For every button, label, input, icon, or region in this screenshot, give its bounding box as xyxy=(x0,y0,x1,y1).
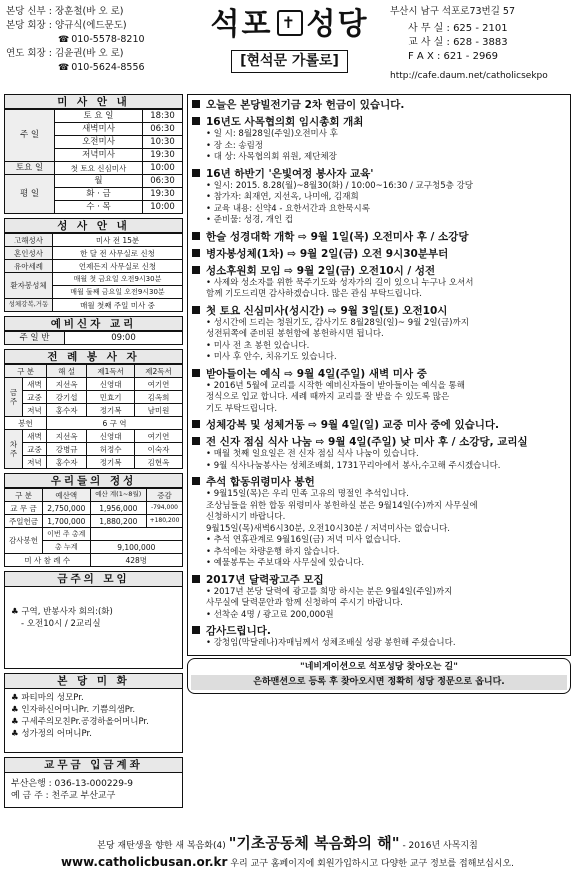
table-row: 혼인성사 한 달 전 사무실로 신청 xyxy=(5,247,183,260)
news-detail: • 추석 연휴관계로 9월16일(금) 저녁 미사 없습니다. xyxy=(206,535,401,545)
news-title: 받아들이는 예식 ⇨ 9월 4일(주일) 새벽 미사 중 xyxy=(192,367,564,381)
table-row: 오전미사 10:30 xyxy=(5,136,183,149)
table-row: 토요 일 첫 토요 신심미사 10:00 xyxy=(5,162,183,175)
square-bullet-icon xyxy=(192,249,200,257)
news-list xyxy=(187,94,571,656)
news-detail: • 준비물: 성경, 개인 컵 xyxy=(206,215,294,225)
pastoral-motto: 본당 재탄생을 향한 새 복음화(4) "기초공동체 복음화의 해" - 2016년 사목지침 xyxy=(97,834,478,852)
bulletin-header xyxy=(0,0,575,92)
table-row: 매월 둘째 금요일 오전9시30분 xyxy=(5,286,183,299)
news-detail: • 성시간에 드리는 청원기도, 감사기도 8월28일(일)~ 9월 2일(금)까지 xyxy=(206,317,469,328)
news-detail: • 선착순 4명 / 광고료 200,000원 xyxy=(206,609,334,620)
news-title: 한슬 성경대학 개학 ⇨ 9월 1일(목) 오전미사 후 / 소강당 xyxy=(192,230,564,244)
news-detail: 9월15일(목)새벽6시30분, 오전10시30분 / 저녁미사는 없습니다. xyxy=(206,523,451,534)
news-detail: • 대 상: 사목협의회 위원, 제단체장 xyxy=(206,152,337,162)
table-row: 봉헌 6 구 역 xyxy=(5,417,183,430)
table-row: 주일헌금 1,700,000 1,880,200 +180,200 xyxy=(5,515,183,528)
news-detail: • 매월 첫째 일요일은 전 신자 점심 식사 나눔이 있습니다. xyxy=(206,449,419,459)
right-column xyxy=(187,94,571,694)
account-holder: 예 금 주 : 천주교 부산교구 xyxy=(11,791,116,801)
table-row: 총 누계 9,100,000 xyxy=(5,541,183,554)
square-bullet-icon xyxy=(192,232,200,240)
table-row: 저녁 홍수자 정기복 남미원 xyxy=(5,404,183,417)
square-bullet-icon xyxy=(192,266,200,274)
news-item xyxy=(192,264,564,301)
union-phone: ☎ 010-5624-8556 xyxy=(58,62,145,73)
office-phone: 사 무 실 : 625 - 2101 xyxy=(408,23,508,35)
news-title: 성체강복 및 성체거동 ⇨ 9월 4일(일) 교중 미사 중에 있습니다. xyxy=(192,418,564,432)
news-detail: 기도 부탁드립니다. xyxy=(206,403,278,414)
news-item xyxy=(192,418,564,432)
news-detail: 조상님들을 위한 합동 위령미사 봉헌하실 분은 9월14일(수)까지 사무실에 xyxy=(206,500,478,511)
meeting-line: - 오전10시 / 2교리실 xyxy=(21,619,101,629)
church-logo-icon: ✝ xyxy=(277,10,303,36)
news-item xyxy=(192,115,564,164)
news-detail: • 2016년 5월에 교리를 시작한 예비신자들이 받아들이는 예식을 통해 xyxy=(206,380,465,391)
table-header-row: 구 분 해 설 제1독서 제2독서 xyxy=(5,365,183,378)
notice-text: 은하맨션으로 등록 후 찾아오시면 정확히 성당 정문으로 옵니다. xyxy=(191,675,567,690)
news-detail: • 9월15일(목)은 우리 민족 고유의 명절인 추석입니다. xyxy=(206,489,409,499)
square-bullet-icon xyxy=(192,169,200,177)
square-bullet-icon xyxy=(192,420,200,428)
cafe-url[interactable]: http://cafe.daum.net/catholicsekpo xyxy=(390,71,548,82)
news-detail: • 9월 식사나눔봉사는 성체조배회, 1731꾸리아에서 봉사,수고해 주시겠습니다. xyxy=(206,460,501,471)
news-detail: • 일 시: 8월28일(주일)오전미사 후 xyxy=(206,129,338,139)
table-row: 교 무 금 2,750,000 1,956,000 -794,000 xyxy=(5,502,183,515)
table-header-row: 구 분 예산액 예산 계(1~8월) 증감 xyxy=(5,489,183,502)
news-detail: • 일시: 2015. 8.28(월)~8월30(화) / 10:00~16:30 / 교구청5층 강당 xyxy=(206,180,473,191)
mass-schedule-heading: 미 사 안 내 xyxy=(4,94,183,109)
address: 부산시 남구 석포로73번길 57 xyxy=(390,6,516,17)
diocese-url[interactable]: www.catholicbusan.or.kr xyxy=(60,855,228,869)
list-item: ♣ 인자하신어머니Pr. 기쁨의샘Pr. xyxy=(11,705,136,715)
news-title: 감사드립니다. xyxy=(192,624,564,638)
news-detail: • 미사 전 초 봉헌 있습니다. xyxy=(206,340,310,351)
bank-account: 부산은행 : 036-13-000229-9 xyxy=(11,779,133,789)
table-row: 환자봉성체 매월 첫 금요일 오전9시30분 xyxy=(5,273,183,286)
table-row: 새벽미사 06:30 xyxy=(5,123,183,136)
news-detail: • 교육 내용: 신약4 - 요한서간과 요한묵시록 xyxy=(206,203,370,214)
square-bullet-icon xyxy=(192,437,200,445)
list-item: ♣ 성가정의 어머니Pr. xyxy=(11,729,92,739)
table-row: 고해성사 미사 전 15분 xyxy=(5,234,183,247)
president-phone: ☎ 010-5578-8210 xyxy=(58,34,145,45)
table-row: 감사봉헌 이번 주 총계 xyxy=(5,528,183,541)
union-president-line: 연도 회장 : 김윤권(바 오 로) xyxy=(6,48,124,59)
diocese-site: www.catholicbusan.or.kr 우리 교구 홈페이지에 회원가입하시고 다양한 교구 정보를 접해보십시오. xyxy=(60,855,515,869)
news-detail: • 사제와 성소자를 위한 묵주기도와 성자가의 길이 있으니 누구나 오셔서 xyxy=(206,277,474,288)
table-row: 저녁 홍수자 정기복 김현옥 xyxy=(5,456,183,469)
staff-info xyxy=(6,6,186,76)
meeting-line: ♣ 구역, 반봉사자 회의:(화) xyxy=(11,607,113,617)
table-row: 평 일 월 06:30 xyxy=(5,175,183,188)
news-detail: • 예물봉투는 주보대와 사무실에 있습니다. xyxy=(206,558,365,568)
table-row: 유아세례 언제든지 사무실로 신청 xyxy=(5,260,183,273)
phone-icon: ☎ xyxy=(58,63,70,73)
news-title: 오늘은 본당빌전기금 2차 헌금이 있습니다. xyxy=(192,98,564,112)
news-title: 첫 토요 신심미사(성시간) ⇨ 9월 3일(토) 오전10시 xyxy=(192,304,564,318)
list-item: ♣ 구세주의모친Pr.공경하올어머니Pr. xyxy=(11,717,149,727)
news-detail: • 강청임(막달레나)자매님께서 성체조배실 성광 봉헌해 주셨습니다. xyxy=(206,638,456,648)
square-bullet-icon xyxy=(192,100,200,108)
table-row: 교중 강병규 허정수 이숙자 xyxy=(5,443,183,456)
news-title: 16년도 사목협의회 임시총회 개최 xyxy=(192,115,564,129)
news-item xyxy=(192,475,564,570)
news-title: 전 신자 점심 식사 나눔 ⇨ 9월 4일(주일) 낮 미사 후 / 소강당, 교리실 xyxy=(192,435,564,449)
church-name-2: 성당 xyxy=(306,7,369,42)
table-row: 화 · 금 19:30 xyxy=(5,188,183,201)
bulletin-footer xyxy=(0,834,575,870)
news-item xyxy=(192,98,564,112)
square-bullet-icon xyxy=(192,306,200,314)
news-detail: • 추석에는 차량운행 하지 않습니다. xyxy=(206,546,340,557)
news-title: 추석 합동위령미사 봉헌 xyxy=(192,475,564,489)
phone-icon: ☎ xyxy=(58,35,70,45)
patron-subtitle: [현석문 가롤로] xyxy=(231,50,348,73)
news-detail: 함께 기도드리면 감사하겠습니다. 많은 관심 부탁드립니다. xyxy=(206,289,422,299)
table-row: 주 일 반 09:00 xyxy=(5,332,183,345)
news-detail: 정식으로 입교 합니다. 세례 때까지 교리를 잘 받을 수 있도록 많은 xyxy=(206,392,450,402)
table-row: 주 일 토 요 일 18:30 xyxy=(5,110,183,123)
square-bullet-icon xyxy=(192,575,200,583)
navigation-notice xyxy=(187,658,571,695)
priest-line: 본당 신부 : 장훈철(바 오 로) xyxy=(6,6,124,17)
church-title xyxy=(197,6,382,73)
news-detail: • 미사 후 안수, 치유기도 있습니다. xyxy=(206,352,337,362)
table-row: 차 주 새벽 지선옥 신영대 여기연 xyxy=(5,430,183,443)
left-column xyxy=(4,94,183,808)
account-box xyxy=(4,757,183,808)
news-item xyxy=(192,435,564,472)
account-heading: 교무금 입금계좌 xyxy=(5,758,182,773)
notice-title: "네비게이션으로 석포성당 찾아오는 길" xyxy=(292,662,466,673)
list-item: ♣ 파티마의 성모Pr. xyxy=(11,693,84,703)
catechism-heading: 예비신자 교리 xyxy=(4,316,183,331)
news-detail: • 참가자: 최재연, 지선옥, 나미애, 김재희 xyxy=(206,192,359,202)
sacrament-table xyxy=(4,233,183,312)
table-row: 저녁미사 19:30 xyxy=(5,149,183,162)
news-title: 병자봉성체(1차) ⇨ 9월 2일(금) 오전 9시30분부터 xyxy=(192,247,564,261)
news-item xyxy=(192,230,564,244)
sacrament-heading: 성 사 안 내 xyxy=(4,218,183,233)
table-row: 미 사 참 례 수 428명 xyxy=(5,554,183,567)
catechism-table xyxy=(4,331,183,345)
news-item xyxy=(192,573,564,622)
square-bullet-icon xyxy=(192,369,200,377)
news-detail: • 장 소: 송림정 xyxy=(206,140,264,151)
table-row: 수 · 목 10:00 xyxy=(5,201,183,214)
news-item xyxy=(192,367,564,416)
news-detail: 사무실에 달력문안과 함께 신청하여 주시기 바랍니다. xyxy=(206,598,403,608)
news-detail: 성전뒤쪽에 준비된 봉헌함에 봉헌하시면 됩니다. xyxy=(206,329,384,339)
altar-servers-heading: 전 례 봉 사 자 xyxy=(4,349,183,364)
news-item xyxy=(192,624,564,650)
church-name-1: 석포 xyxy=(210,7,273,42)
news-item xyxy=(192,304,564,364)
news-detail: 신청하시기 바랍니다. xyxy=(206,512,286,522)
square-bullet-icon xyxy=(192,626,200,634)
mass-intentions-heading: 본 당 미 화 xyxy=(5,674,182,689)
mass-schedule-table xyxy=(4,109,183,214)
square-bullet-icon xyxy=(192,117,200,125)
meeting-heading: 금주의 모임 xyxy=(5,572,182,587)
altar-servers-table xyxy=(4,364,183,469)
news-title: 성소후원회 모임 ⇨ 9월 2일(금) 오전10시 / 성전 xyxy=(192,264,564,278)
news-title: 16년 하반기 '은빛여정 봉사자 교육' xyxy=(192,167,564,181)
news-detail: • 2017년 본당 달력에 광고를 희망 하시는 분은 9월4일(주일)까지 xyxy=(206,586,453,597)
offering-heading: 우리들의 정성 xyxy=(4,473,183,488)
table-row: 성체강복,거동 매월 첫째 주일 미사 중 xyxy=(5,299,183,312)
meeting-box xyxy=(4,571,183,669)
square-bullet-icon xyxy=(192,477,200,485)
news-item xyxy=(192,167,564,227)
table-row: 금 주 새벽 지선옥 신영대 여기연 xyxy=(5,378,183,391)
teacher-phone: 교 사 실 : 628 - 3883 xyxy=(408,37,508,49)
contact-info xyxy=(390,6,570,82)
mass-intentions-box xyxy=(4,673,183,753)
offering-table xyxy=(4,488,183,567)
news-title: 2017년 달력광고주 모집 xyxy=(192,573,564,587)
president-line: 본당 회장 : 양규식(에드문도) xyxy=(6,20,127,31)
table-row: 교중 강기섭 민효기 김옥희 xyxy=(5,391,183,404)
news-item xyxy=(192,247,564,261)
fax-number: F A X : 621 - 2969 xyxy=(408,51,499,63)
